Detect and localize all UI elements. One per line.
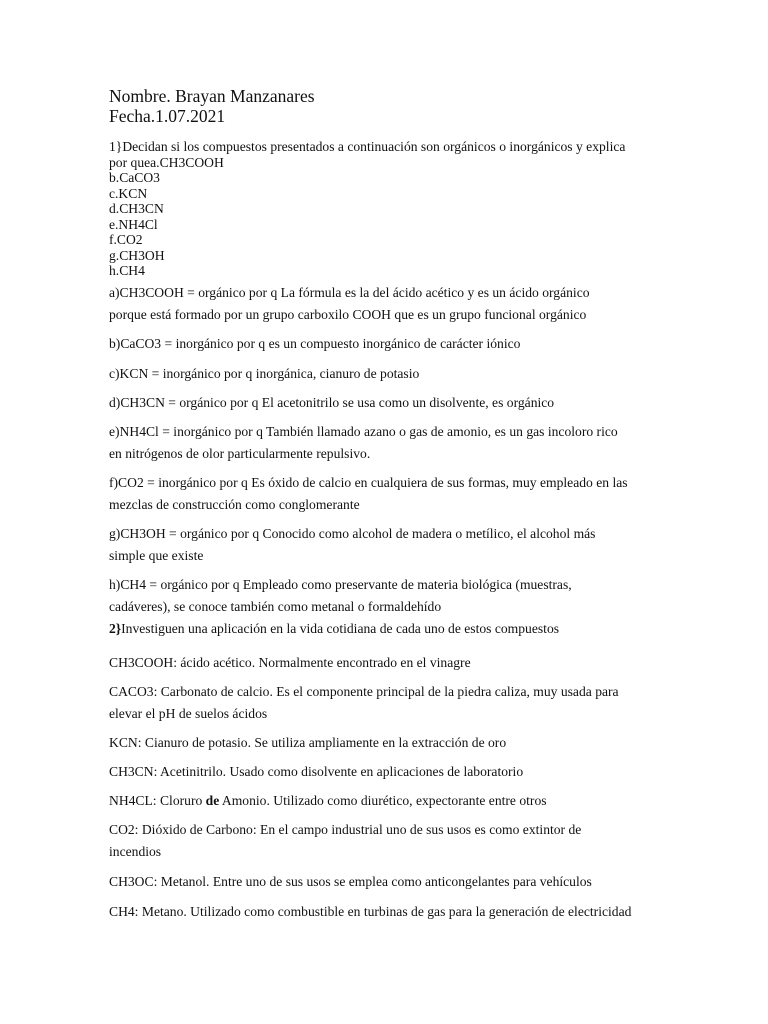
compound-item: g.CH3OH xyxy=(109,248,165,263)
compound-item: e.NH4Cl xyxy=(109,217,158,232)
answer-a-line1: a)CH3COOH = orgánico por q La fórmula es la del ácido acético y es un ácido orgánico xyxy=(109,285,590,300)
app-co2-line2: incendios xyxy=(109,844,162,859)
answer-h-line1: h)CH4 = orgánico por q Empleado como preservante de materia biológica (muestras, xyxy=(109,577,572,592)
compound-item: h.CH4 xyxy=(109,263,145,278)
answer-f-line1: f)CO2 = inorgánico por q Es óxido de calcio en cualquiera de sus formas, muy empleado en las xyxy=(109,475,628,490)
answer-e-line2: en nitrógenos de olor particularmente repulsivo. xyxy=(109,446,371,461)
question2-heading xyxy=(109,621,559,637)
compound-item: d.CH3CN xyxy=(109,201,164,216)
app-nh4cl-after: Amonio. Utilizado como diurético, expectorante entre otros xyxy=(219,793,547,808)
app-ch3cn: CH3CN: Acetinitrilo. Usado como disolvente en aplicaciones de laboratorio xyxy=(109,764,524,779)
answer-g-line1: g)CH3OH = orgánico por q Conocido como alcohol de madera o metílico, el alcohol más xyxy=(109,526,596,541)
answer-f-line2: mezclas de construcción como conglomerante xyxy=(109,497,360,512)
answer-h-line2: cadáveres), se conoce también como metanal o formaldehído xyxy=(109,599,442,614)
app-ch3oc: CH3OC: Metanol. Entre uno de sus usos se emplea como anticongelantes para vehículos xyxy=(109,874,592,889)
app-nh4cl-before: NH4CL: Cloruro xyxy=(109,793,206,808)
question2-text: Investiguen una aplicación en la vida cotidiana de cada uno de estos compuestos xyxy=(121,621,560,636)
compound-item: c.KCN xyxy=(109,186,148,201)
app-caco3-line2: elevar el pH de suelos ácidos xyxy=(109,706,268,721)
answer-g-line2: simple que existe xyxy=(109,548,204,563)
answer-c: c)KCN = inorgánico por q inorgánica, cianuro de potasio xyxy=(109,366,420,381)
student-name: Nombre. Brayan Manzanares xyxy=(109,86,315,106)
app-kcn: KCN: Cianuro de potasio. Se utiliza ampliamente en la extracción de oro xyxy=(109,735,507,750)
app-ch3cooh: CH3COOH: ácido acético. Normalmente encontrado en el vinagre xyxy=(109,655,471,670)
compound-item: f.CO2 xyxy=(109,232,143,247)
app-nh4cl xyxy=(109,793,547,809)
question2-number: 2} xyxy=(109,621,122,636)
answer-e-line1: e)NH4Cl = inorgánico por q También llamado azano o gas de amonio, es un gas incoloro rico xyxy=(109,424,618,439)
date-line: Fecha.1.07.2021 xyxy=(109,106,226,126)
question1-line2: por quea.CH3COOH xyxy=(109,155,224,170)
answer-b: b)CaCO3 = inorgánico por q es un compuesto inorgánico de carácter iónico xyxy=(109,336,521,351)
app-nh4cl-bold: de xyxy=(205,793,220,808)
answer-a-line2: porque está formado por un grupo carboxilo COOH que es un grupo funcional orgánico xyxy=(109,307,587,322)
app-ch4: CH4: Metano. Utilizado como combustible en turbinas de gas para la generación de electricidad xyxy=(109,904,632,919)
app-caco3-line1: CACO3: Carbonato de calcio. Es el componente principal de la piedra caliza, muy usada para xyxy=(109,684,619,699)
answer-d: d)CH3CN = orgánico por q El acetonitrilo se usa como un disolvente, es orgánico xyxy=(109,395,555,410)
app-co2-line1: CO2: Dióxido de Carbono: En el campo industrial uno de sus usos es como extintor de xyxy=(109,822,582,837)
compound-item: b.CaCO3 xyxy=(109,170,160,185)
question1-line1: 1}Decidan si los compuestos presentados a continuación son orgánicos o inorgánicos y explica xyxy=(109,139,626,154)
